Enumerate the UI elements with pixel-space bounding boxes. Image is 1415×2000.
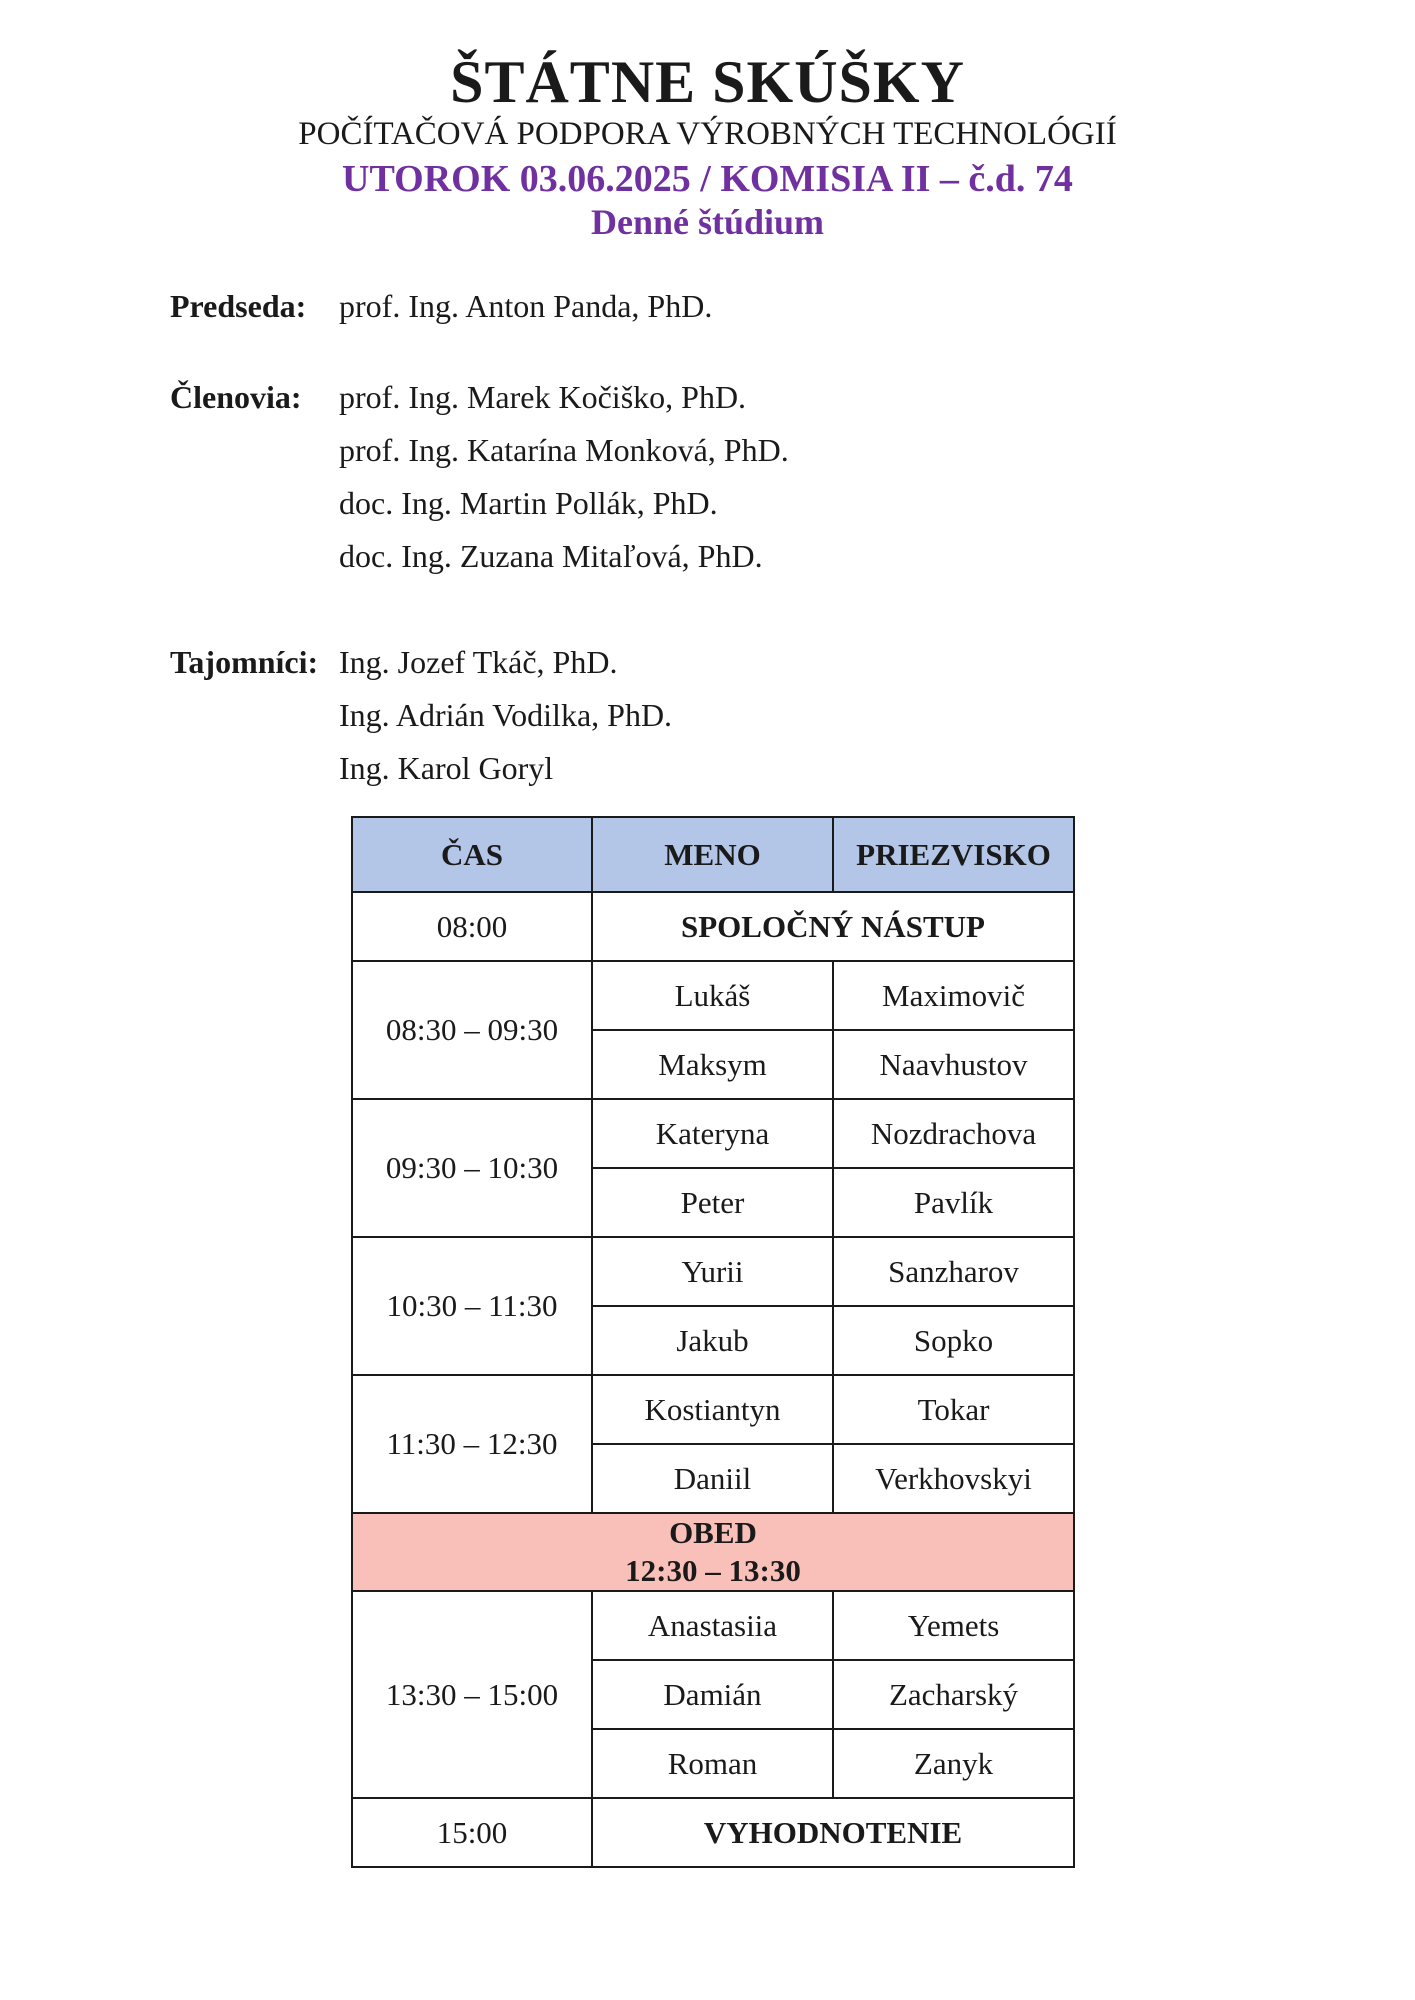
- student-last-name: Sanzharov: [833, 1237, 1074, 1306]
- student-first-name: Roman: [592, 1729, 833, 1798]
- session-info: UTOROK 03.06.2025 / KOMISIA II – č.d. 74: [342, 158, 1073, 200]
- lunch-label: OBED: [669, 1515, 757, 1550]
- table-row: [352, 1237, 1074, 1306]
- student-first-name: Kostiantyn: [592, 1375, 833, 1444]
- member-name: doc. Ing. Martin Pollák, PhD.: [339, 485, 718, 521]
- table-row: [352, 1375, 1074, 1444]
- member-name: prof. Ing. Katarína Monková, PhD.: [339, 432, 789, 468]
- student-last-name: Zacharský: [833, 1660, 1074, 1729]
- table-row-end: [352, 1798, 1074, 1867]
- table-row: [352, 1099, 1074, 1168]
- end-label: VYHODNOTENIE: [592, 1798, 1074, 1867]
- slot-time: 13:30 – 15:00: [352, 1591, 592, 1798]
- header-time: ČAS: [352, 817, 592, 892]
- members-label: Členovia:: [170, 379, 302, 415]
- start-time: 08:00: [352, 892, 592, 961]
- study-form: Denné štúdium: [590, 202, 825, 242]
- secretary-name: Ing. Jozef Tkáč, PhD.: [339, 644, 618, 680]
- student-last-name: Nozdrachova: [833, 1099, 1074, 1168]
- student-first-name: Yurii: [592, 1237, 833, 1306]
- table-row-start: [352, 892, 1074, 961]
- student-last-name: Maximovič: [833, 961, 1074, 1030]
- slot-time: 10:30 – 11:30: [352, 1237, 592, 1375]
- student-last-name: Verkhovskyi: [833, 1444, 1074, 1513]
- study-program: POČÍTAČOVÁ PODPORA VÝROBNÝCH TECHNOLÓGIÍ: [298, 116, 1117, 152]
- student-first-name: Anastasiia: [592, 1591, 833, 1660]
- student-first-name: Daniil: [592, 1444, 833, 1513]
- secretary-name: Ing. Karol Goryl: [339, 750, 554, 786]
- student-last-name: Tokar: [833, 1375, 1074, 1444]
- student-first-name: Peter: [592, 1168, 833, 1237]
- student-last-name: Naavhustov: [833, 1030, 1074, 1099]
- table-row: [352, 1591, 1074, 1660]
- student-first-name: Lukáš: [592, 961, 833, 1030]
- secretaries-label: Tajomníci:: [170, 644, 319, 680]
- student-last-name: Zanyk: [833, 1729, 1074, 1798]
- secretary-name: Ing. Adrián Vodilka, PhD.: [339, 697, 673, 733]
- slot-time: 11:30 – 12:30: [352, 1375, 592, 1513]
- student-first-name: Damián: [592, 1660, 833, 1729]
- chair-label: Predseda:: [170, 288, 307, 324]
- table-row: [352, 961, 1074, 1030]
- member-name: prof. Ing. Marek Kočiško, PhD.: [339, 379, 747, 415]
- student-first-name: Kateryna: [592, 1099, 833, 1168]
- slot-time: 09:30 – 10:30: [352, 1099, 592, 1237]
- end-time: 15:00: [352, 1798, 592, 1867]
- header-first-name: MENO: [592, 817, 833, 892]
- student-last-name: Sopko: [833, 1306, 1074, 1375]
- header-last-name: PRIEZVISKO: [833, 817, 1074, 892]
- student-last-name: Yemets: [833, 1591, 1074, 1660]
- document-title: ŠTÁTNE SKÚŠKY: [450, 49, 965, 115]
- lunch-cell: [352, 1513, 1074, 1591]
- member-name: doc. Ing. Zuzana Mitaľová, PhD.: [339, 538, 763, 574]
- start-label: SPOLOČNÝ NÁSTUP: [592, 892, 1074, 961]
- table-row-lunch: [352, 1513, 1074, 1591]
- chair-name: prof. Ing. Anton Panda, PhD.: [339, 288, 713, 324]
- lunch-time: 12:30 – 13:30: [625, 1553, 801, 1588]
- student-first-name: Maksym: [592, 1030, 833, 1099]
- table-header-row: [352, 817, 1074, 892]
- exam-schedule-table: [351, 816, 1075, 1868]
- slot-time: 08:30 – 09:30: [352, 961, 592, 1099]
- student-first-name: Jakub: [592, 1306, 833, 1375]
- student-last-name: Pavlík: [833, 1168, 1074, 1237]
